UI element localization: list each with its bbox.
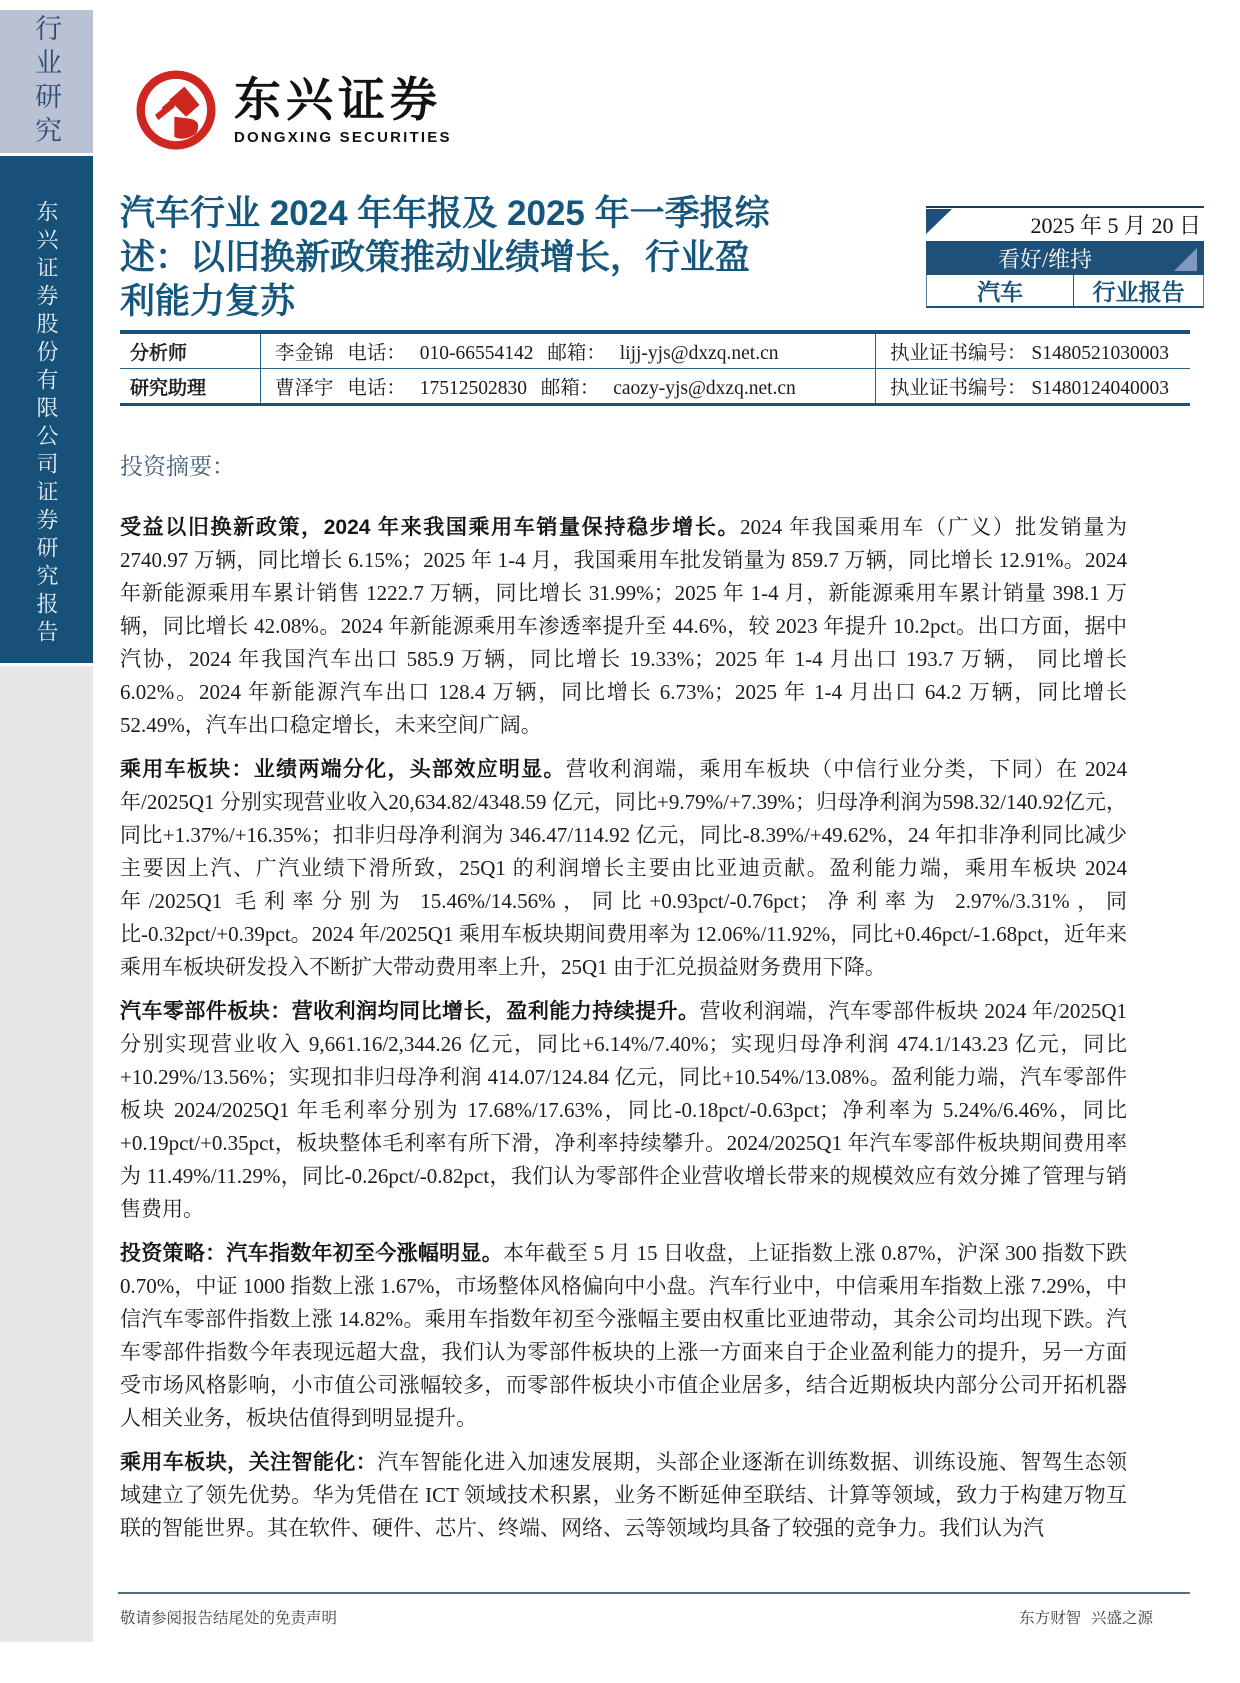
- summary-paragraph-4: [120, 1237, 1127, 1435]
- paragraph-body: 汽车智能化进入加速发展期，头部企业逐渐在训练数据、训练设施、智驾生态领域建立了领先优势。华为凭借在 ICT 领域技术积累，业务不断延伸至联结、计算等领域，致力于构建万物互联的智能世界。其在软件、硬件、芯片、终端、网络、云等领域均具备了较强的竞争力。我们认为汽: [120, 1450, 1127, 1540]
- analyst-contact: 李金锦 电话： 010-66554142 邮箱： lijj-yjs@dxzq.net.cn: [260, 334, 876, 368]
- paragraph-body: 营收利润端，汽车零部件板块 2024 年/2025Q1 分别实现营业收入 9,661.16/2,344.26 亿元，同比+6.14%/7.40%；实现归母净利润 474.1/143.23 亿元，同比+10.29%/13.56%；实现扣非归母净利润 414.07/124.84 亿元，同比+10.54%/13.08%。盈利能力端，汽车零部件板块 2024/2025Q1 年毛利率分别为 17.68%/17.63%，同比-0.18pct/-0.63pct；净利率为 5.24%/6.46%，同比+0.19pct/+0.35pct，板块整体毛利率有所下滑，净利率持续攀升。2024/2025Q1 年汽车零部件板块期间费用率为 11.49%/11.29%，同比-0.26pct/-0.82pct，我们认为零部件企业营收增长带来的规模效应有效分摊了管理与销售费用。: [120, 999, 1128, 1221]
- dongxing-logo-icon: [134, 68, 218, 152]
- rating-row: [926, 241, 1204, 275]
- analyst-cert: 执业证书编号： S1480521030003: [890, 343, 1169, 364]
- report-title: [120, 192, 860, 324]
- paragraph-lead: 乘用车板块，关注智能化：: [120, 1451, 378, 1474]
- corner-triangle-icon: [926, 209, 952, 234]
- footer-slogan: 东方财智 兴盛之源: [1019, 1610, 1153, 1627]
- report-date-row: [926, 206, 1204, 241]
- report-date: 2025 年 5 月 20 日: [1030, 213, 1201, 238]
- assistant-contact: 曹泽宇 电话： 17512502830 邮箱： caozy-yjs@dxzq.net.cn: [260, 369, 876, 403]
- analyst-role: 分析师: [130, 342, 188, 364]
- brand-names: [234, 72, 452, 146]
- table-row-analyst: [120, 334, 1190, 369]
- report-type-label: 行业报告: [1092, 279, 1185, 305]
- summary-paragraph-1: [120, 511, 1127, 742]
- summary-paragraph-5: [120, 1446, 1127, 1545]
- sidebar-company-report-label: 东兴证券股份有限公司证券研究报告: [34, 200, 59, 648]
- report-body: [120, 448, 1127, 1556]
- rating-triangle-icon: [1174, 248, 1197, 271]
- paragraph-body: 本年截至 5 月 15 日收盘，上证指数上涨 0.87%，沪深 300 指数下跌 0.70%，中证 1000 指数上涨 1.67%，市场整体风格偏向中小盘。汽车行业中，中信乘用车指数上涨 7.29%，中信汽车零部件指数上涨 14.82%。乘用车指数年初至今涨幅主要由权重比亚迪带动，其余公司均出现下跌。汽车零部件指数今年表现远超大盘，我们认为零部件板块的上涨一方面来自于企业盈利能力的提升，另一方面受市场风格影响，小市值公司涨幅较多，而零部件板块小市值企业居多，结合近期板块内部分公司开拓机器人相关业务，板块估值得到明显提升。: [120, 1241, 1127, 1430]
- assistant-role: 研究助理: [130, 377, 207, 399]
- paragraph-lead: 受益以旧换新政策，2024 年来我国乘用车销量保持稳步增长。: [120, 516, 741, 539]
- brand-name-en: DONGXING SECURITIES: [234, 128, 452, 146]
- paragraph-body: 2024 年我国乘用车（广义）批发销量为 2740.97 万辆，同比增长 6.15%；2025 年 1-4 月，我国乘用车批发销量为 859.7 万辆，同比增长 12.91%。2024 年新能源乘用车累计销售 1222.7 万辆，同比增长 31.99%；2025 年 1-4 月，新能源乘用车累计销量 398.1 万辆，同比增长 42.08%。2024 年新能源乘用车渗透率提升至 44.6%，较 2023 年提升 10.2pct。出口方面，据中汽协，2024 年我国汽车出口 585.9 万辆，同比增长 19.33%；2025 年 1-4 月出口 193.7 万辆， 同比增长 6.02%。2024 年新能源汽车出口 128.4 万辆，同比增长 6.73%；2025 年 1-4 月出口 64.2 万辆，同比增长 52.49%，汽车出口稳定增长，未来空间广阔。: [120, 515, 1127, 737]
- summary-paragraph-3: [120, 995, 1127, 1226]
- report-title-line1: 汽车行业 2024 年年报及 2025 年一季报综: [120, 194, 770, 233]
- sidebar-gray-strip: [0, 666, 93, 1642]
- sidebar-industry-research-box: [0, 10, 93, 153]
- assistant-cert: 执业证书编号： S1480124040003: [890, 378, 1169, 399]
- industry-label: 汽车: [927, 275, 1074, 306]
- summary-paragraph-2: [120, 753, 1127, 984]
- category-row: [926, 275, 1204, 308]
- table-row-assistant: [120, 369, 1190, 403]
- footer-disclaimer: 敬请参阅报告结尾处的免责声明: [120, 1610, 338, 1627]
- report-title-line2: 述：以旧换新政策推动业绩增长，行业盈: [120, 238, 751, 277]
- paragraph-lead: 乘用车板块：业绩两端分化，头部效应明显。: [120, 758, 566, 781]
- report-title-line3: 利能力复苏: [120, 282, 296, 321]
- report-info-box: [926, 206, 1204, 308]
- analyst-table: [120, 330, 1190, 406]
- summary-heading: 投资摘要：: [120, 454, 235, 479]
- footer-divider: [118, 1592, 1190, 1594]
- brand-name-cn: 东兴证券: [234, 72, 442, 126]
- brand-header: [134, 68, 452, 152]
- sidebar-industry-research-label: 行业研究: [31, 13, 61, 150]
- paragraph-lead: 投资策略：汽车指数年初至今涨幅明显。: [120, 1242, 503, 1265]
- paragraph-lead: 汽车零部件板块：营收利润均同比增长，盈利能力持续提升。: [120, 1000, 700, 1023]
- sidebar-company-report-bar: [0, 156, 93, 663]
- paragraph-body: 营收利润端，乘用车板块（中信行业分类，下同）在 2024 年/2025Q1 分别实现营业收入20,634.82/4348.59 亿元，同比+9.79%/+7.39%；归母净利润为598.32/140.92亿元，同比+1.37%/+16.35%；扣非归母净利润为 346.47/114.92 亿元，同比-8.39%/+49.62%，24 年扣非净利同比减少主要因上汽、广汽业绩下滑所致，25Q1 的利润增长主要由比亚迪贡献。盈利能力端，乘用车板块 2024 年/2025Q1 毛利率分别为 15.46%/14.56%，同比+0.93pct/-0.76pct；净利率为 2.97%/3.31%，同比-0.32pct/+0.39pct。2024 年/2025Q1 乘用车板块期间费用率为 12.06%/11.92%，同比+0.46pct/-1.68pct，近年来乘用车板块研发投入不断扩大带动费用率上升，25Q1 由于汇兑损益财务费用下降。: [120, 757, 1127, 979]
- rating-label: 看好/维持: [998, 246, 1093, 272]
